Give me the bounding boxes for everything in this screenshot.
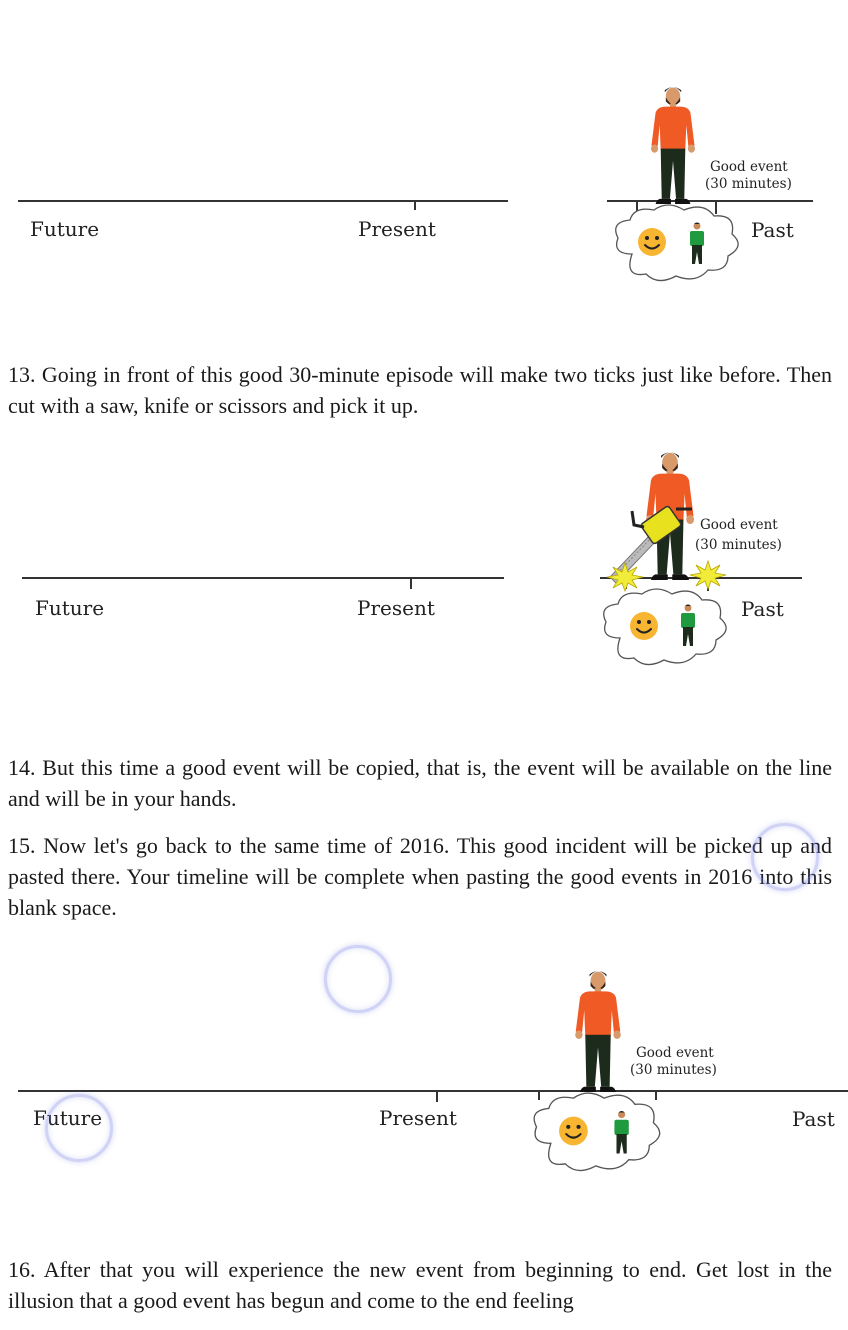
future-label-2: Future bbox=[35, 596, 105, 620]
touch-indicator-1 bbox=[751, 823, 819, 891]
paragraph-13: 13. Going in front of this good 30-minute episode will make two ticks just like before. Then cut with a saw, knife or scissors and pick it up. bbox=[8, 362, 832, 418]
present-tick-1 bbox=[414, 200, 416, 210]
spark-left-icon bbox=[607, 563, 643, 591]
future-label-1: Future bbox=[30, 217, 100, 241]
present-label-1: Present bbox=[358, 217, 436, 241]
smiley-icon-1 bbox=[638, 228, 666, 256]
past-label-3: Past bbox=[792, 1107, 835, 1131]
memory-cloud-1 bbox=[612, 204, 742, 282]
timeline-3 bbox=[18, 1090, 848, 1092]
timeline-left-1 bbox=[18, 200, 508, 202]
smiley-icon-3 bbox=[559, 1117, 588, 1146]
event-label-line1-1: Good event bbox=[710, 159, 788, 175]
present-label-2: Present bbox=[357, 596, 435, 620]
memory-cloud-2 bbox=[600, 588, 730, 666]
paragraph-15: 15. Now let's go back to the same time of 2016. This good incident will be picked up and pasted there. Your timeline will be complete when pasting the good events in 2016 into this blank space. bbox=[8, 833, 832, 920]
future-label-3: Future bbox=[33, 1106, 103, 1130]
event-label-line1-2: Good event bbox=[700, 517, 778, 533]
past-label-1: Past bbox=[751, 218, 794, 242]
event-label-line1-3: Good event bbox=[636, 1045, 714, 1061]
touch-indicator-2 bbox=[324, 945, 392, 1013]
smiley-icon-2 bbox=[630, 612, 658, 640]
spark-right-icon bbox=[690, 561, 726, 589]
past-label-2: Past bbox=[741, 597, 784, 621]
event-label-line2-2: (30 minutes) bbox=[695, 537, 782, 553]
paragraph-16: 16. After that you will experience the new event from beginning to end. Get lost in the illusion that a good event has begun and come to the end feeling bbox=[8, 1257, 832, 1313]
present-tick-3 bbox=[436, 1090, 438, 1102]
event-label-line2-1: (30 minutes) bbox=[705, 176, 792, 192]
present-tick-2 bbox=[410, 577, 412, 589]
event-label-line2-3: (30 minutes) bbox=[630, 1062, 717, 1078]
paragraph-14: 14. But this time a good event will be copied, that is, the event will be available on the line and will be in your hands. bbox=[8, 755, 832, 811]
memory-cloud-3 bbox=[527, 1092, 667, 1172]
man-figure-1 bbox=[645, 84, 701, 204]
touch-indicator-3 bbox=[45, 1094, 113, 1162]
present-label-3: Present bbox=[379, 1106, 457, 1130]
man-figure-3 bbox=[569, 968, 627, 1092]
timeline-left-2 bbox=[22, 577, 504, 579]
